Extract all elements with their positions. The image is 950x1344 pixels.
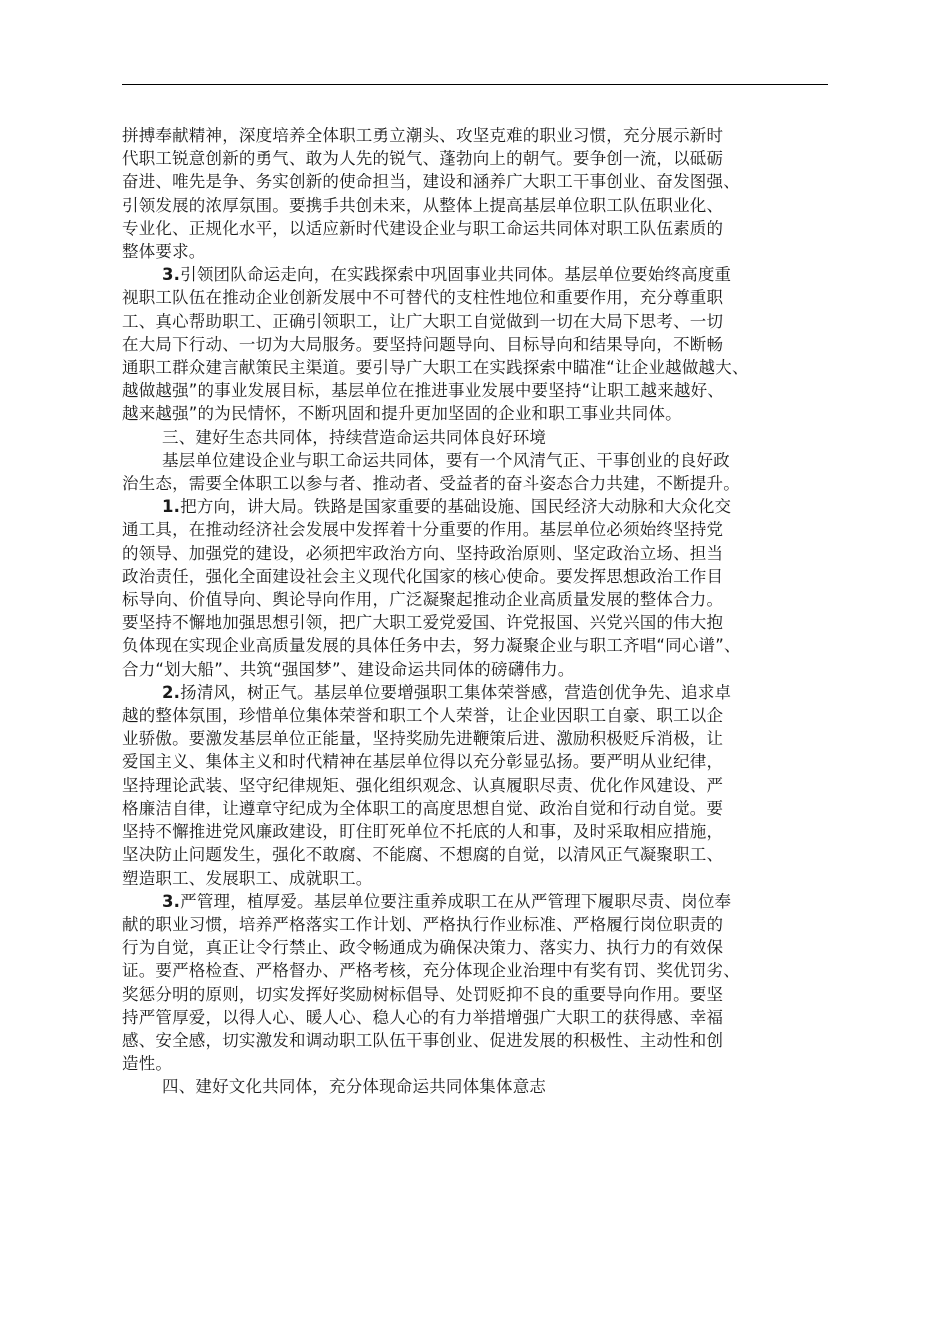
text-line	[122, 402, 828, 425]
item-number: 3.	[162, 265, 181, 285]
line-text: 感、安全感，切实激发和调动职工队伍干事创业、促进发展的积极性、主动性和创	[122, 1030, 724, 1050]
text-line	[122, 1052, 828, 1075]
text-line	[122, 170, 828, 193]
text-line	[122, 333, 828, 356]
line-text: 通职工群众建言献策民主渠道。要引导广大职工在实践探索中瞄准“让企业越做越大、	[122, 358, 749, 378]
line-text: 越做越强”的事业发展目标，基层单位在推进事业发展中要坚持“让职工越来越好、	[122, 381, 724, 401]
line-text: 持严管厚爱，以得人心、暖人心、稳人心的有力举措增强广大职工的获得感、幸福	[122, 1007, 724, 1027]
section-heading	[122, 426, 828, 449]
text-line	[122, 240, 828, 263]
line-text: 把方向，讲大局。铁路是国家重要的基础设施、国民经济大动脉和大众化交	[180, 497, 732, 517]
line-text: 献的职业习惯，培养严格落实工作计划、严格执行作业标准、严格履行岗位职责的	[122, 914, 724, 934]
text-line	[122, 820, 828, 843]
text-line	[122, 797, 828, 820]
line-text: 爱国主义、集体主义和时代精神在基层单位得以充分彰显弘扬。要严明从业纪律，	[122, 752, 724, 772]
text-line	[122, 565, 828, 588]
line-text: 四、建好文化共同体，充分体现命运共同体集体意志	[162, 1077, 547, 1097]
line-text: 视职工队伍在推动企业创新发展中不可替代的支柱性地位和重要作用，充分尊重职	[122, 288, 724, 308]
line-text: 塑造职工、发展职工、成就职工。	[122, 868, 373, 888]
line-text: 政治责任，强化全面建设社会主义现代化国家的核心使命。要发挥思想政治工作目	[122, 566, 724, 586]
text-line	[122, 913, 828, 936]
line-text: 造性。	[122, 1054, 173, 1074]
text-line	[122, 959, 828, 982]
item-number: 1.	[162, 497, 181, 517]
text-line	[122, 727, 828, 750]
text-line	[122, 124, 828, 147]
line-text: 整体要求。	[122, 242, 206, 262]
item-number: 2.	[162, 682, 181, 702]
text-line	[122, 518, 828, 541]
line-text: 奖惩分明的原则，切实发挥好奖励树标倡导、处罚贬抑不良的重要导向作用。要坚	[122, 984, 724, 1004]
line-text: 工、真心帮助职工、正确引领职工，让广大职工自觉做到一切在大局下思考、一切	[122, 311, 724, 331]
text-line	[122, 681, 828, 704]
text-line	[122, 588, 828, 611]
line-text: 负体现在实现企业高质量发展的具体任务中去，努力凝聚企业与职工齐唱“同心谱”、	[122, 636, 741, 656]
text-line	[122, 750, 828, 773]
line-text: 坚决防止问题发生，强化不敢腐、不能腐、不想腐的自觉，以清风正气凝聚职工、	[122, 845, 724, 865]
line-text: 引领发展的浓厚氛围。要携手共创未来，从整体上提高基层单位职工队伍职业化、	[122, 195, 724, 215]
text-line	[122, 194, 828, 217]
line-text: 代职工锐意创新的勇气、敢为人先的锐气、蓬勃向上的朝气。要争创一流，以砥砺	[122, 149, 724, 169]
text-line	[122, 356, 828, 379]
text-line	[122, 704, 828, 727]
line-text: 合力“划大船”、共筑“强国梦”、建设命运共同体的磅礴伟力。	[122, 659, 575, 679]
text-line	[122, 658, 828, 681]
text-line	[122, 449, 828, 472]
body-paragraph	[122, 890, 828, 1076]
text-line	[122, 1006, 828, 1029]
body-paragraph	[122, 449, 828, 495]
body-paragraph	[122, 681, 828, 890]
text-line	[122, 426, 828, 449]
text-line	[122, 379, 828, 402]
line-text: 基层单位建设企业与职工命运共同体，要有一个风清气正、干事创业的良好政	[162, 450, 730, 470]
line-text: 通工具，在推动经济社会发展中发挥着十分重要的作用。基层单位必须始终坚持党	[122, 520, 724, 540]
line-text: 越来越强”的为民情怀，不断巩固和提升更加坚固的企业和职工事业共同体。	[122, 404, 682, 424]
text-line	[122, 310, 828, 333]
body-paragraph	[122, 124, 828, 263]
line-text: 坚持理论武装、坚守纪律规矩、强化组织观念、认真履职尽责、优化作风建设、严	[122, 775, 724, 795]
line-text: 三、建好生态共同体，持续营造命运共同体良好环境	[162, 427, 547, 447]
body-paragraph	[122, 495, 828, 681]
line-text: 证。要严格检查、严格督办、严格考核，充分体现企业治理中有奖有罚、奖优罚劣、	[122, 961, 740, 981]
line-text: 的领导、加强党的建设，必须把牢政治方向、坚持政治原则、坚定政治立场、担当	[122, 543, 724, 563]
line-text: 治生态，需要全体职工以参与者、推动者、受益者的奋斗姿态合力共建，不断提升。	[122, 474, 740, 494]
text-line	[122, 983, 828, 1006]
line-text: 奋进、唯先是争、务实创新的使命担当，建设和涵养广大职工干事创业、奋发图强、	[122, 172, 740, 192]
text-line	[122, 147, 828, 170]
text-line	[122, 843, 828, 866]
text-line	[122, 217, 828, 240]
text-line	[122, 286, 828, 309]
text-line	[122, 867, 828, 890]
text-line	[122, 495, 828, 518]
text-line	[122, 611, 828, 634]
line-text: 行为自觉，真正让令行禁止、政令畅通成为确保决策力、落实力、执行力的有效保	[122, 938, 724, 958]
line-text: 专业化、正规化水平，以适应新时代建设企业与职工命运共同体对职工队伍素质的	[122, 218, 724, 238]
line-text: 标导向、价值导向、舆论导向作用，广泛凝聚起推动企业高质量发展的整体合力。	[122, 590, 724, 610]
text-line	[122, 263, 828, 286]
line-text: 在大局下行动、一切为大局服务。要坚持问题导向、目标导向和结果导向，不断畅	[122, 334, 724, 354]
line-text: 坚持不懈推进党风廉政建设，盯住盯死单位不托底的人和事，及时采取相应措施，	[122, 822, 724, 842]
text-line	[122, 1029, 828, 1052]
line-text: 严管理，植厚爱。基层单位要注重养成职工在从严管理下履职尽责、岗位奉	[180, 891, 732, 911]
text-line	[122, 936, 828, 959]
line-text: 格廉洁自律，让遵章守纪成为全体职工的高度思想自觉、政治自觉和行动自觉。要	[122, 798, 724, 818]
text-line	[122, 774, 828, 797]
body-text	[122, 124, 828, 1099]
line-text: 越的整体氛围，珍惜单位集体荣誉和职工个人荣誉，让企业因职工自豪、职工以企	[122, 706, 724, 726]
line-text: 扬清风，树正气。基层单位要增强职工集体荣誉感，营造创优争先、追求卓	[180, 682, 732, 702]
item-number: 3.	[162, 891, 181, 911]
text-line	[122, 472, 828, 495]
line-text: 业骄傲。要激发基层单位正能量，坚持奖励先进鞭策后进、激励积极贬斥消极，让	[122, 729, 724, 749]
line-text: 要坚持不懈地加强思想引领，把广大职工爱党爱国、许党报国、兴党兴国的伟大抱	[122, 613, 724, 633]
line-text: 引领团队命运走向，在实践探索中巩固事业共同体。基层单位要始终高度重	[180, 265, 732, 285]
header-rule	[122, 84, 828, 85]
text-line	[122, 1075, 828, 1098]
text-line	[122, 634, 828, 657]
line-text: 拼搏奉献精神，深度培养全体职工勇立潮头、攻坚克难的职业习惯，充分展示新时	[122, 126, 724, 145]
body-paragraph	[122, 263, 828, 425]
text-line	[122, 542, 828, 565]
text-line	[122, 890, 828, 913]
section-heading	[122, 1075, 828, 1098]
